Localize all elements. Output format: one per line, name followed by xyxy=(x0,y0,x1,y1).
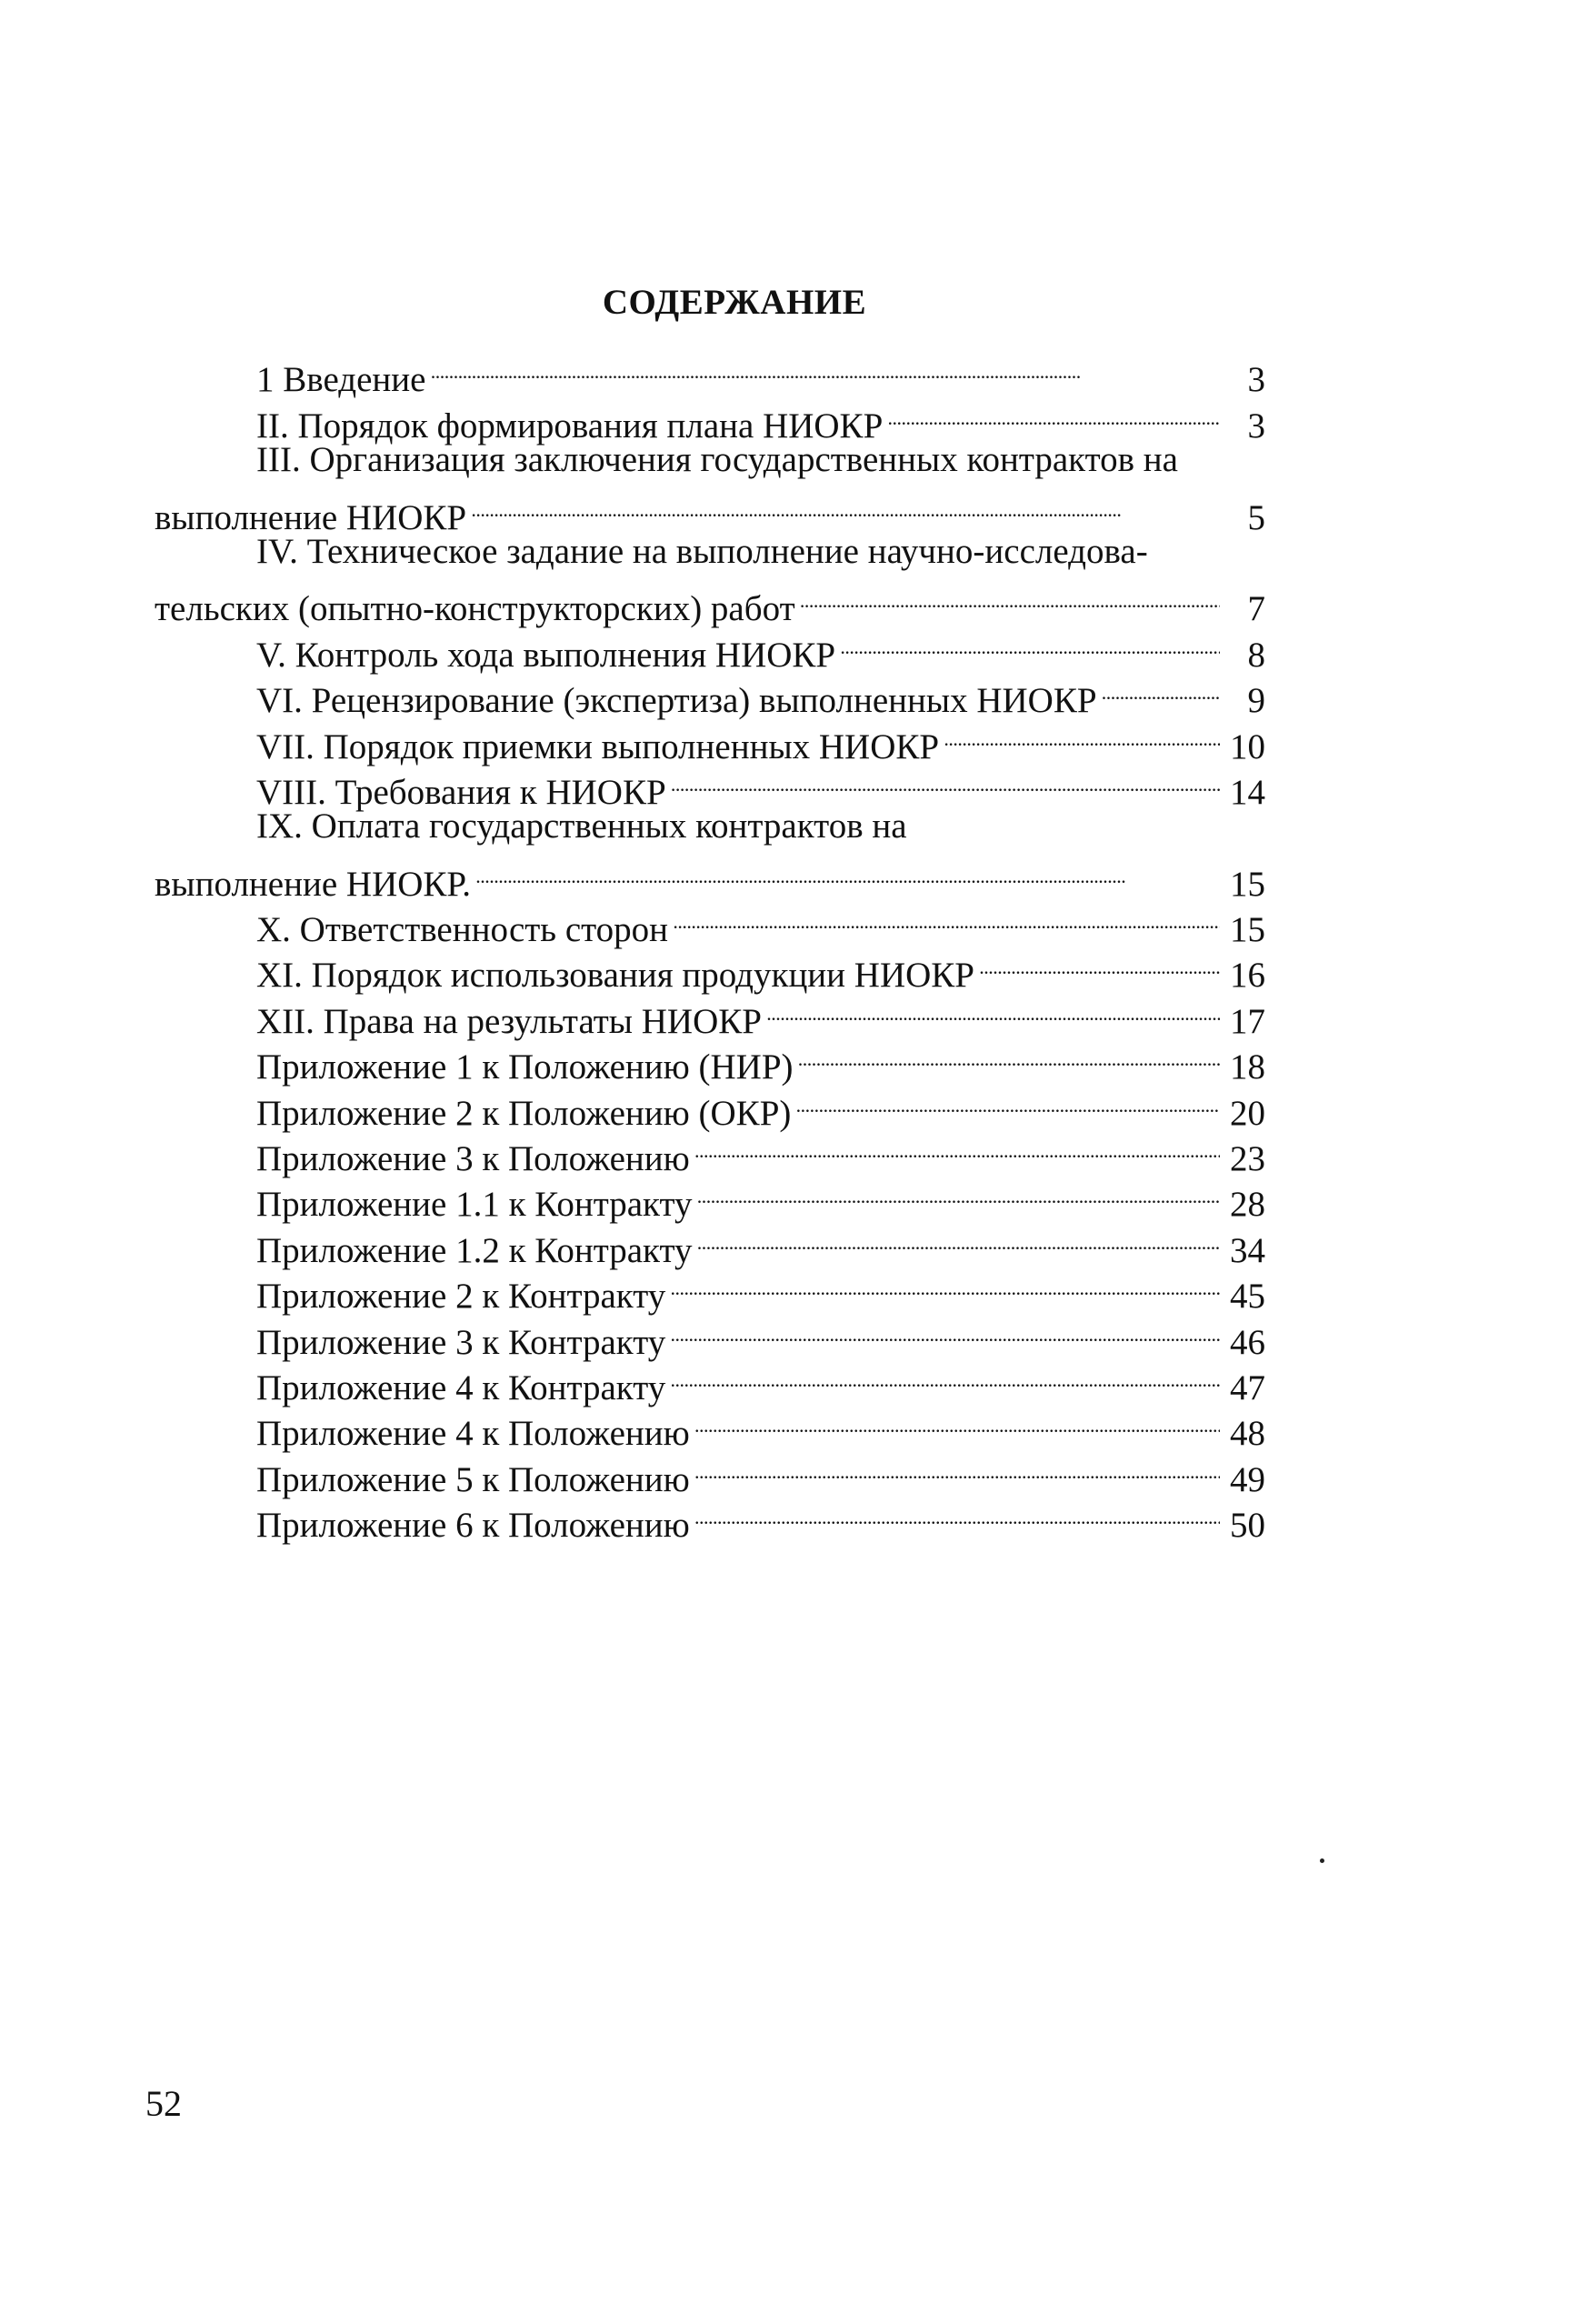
toc-entry-page: 50 xyxy=(1230,1506,1265,1546)
toc-entry-page: 7 xyxy=(1247,589,1265,629)
toc-entry-line xyxy=(155,666,1265,721)
toc-entry-page: 34 xyxy=(1230,1230,1265,1270)
toc-dot-leader xyxy=(695,1125,1220,1170)
toc-entry-line xyxy=(155,1033,1265,1087)
toc-entry-title: Приложение 5 к Положению xyxy=(256,1459,690,1499)
toc-entry-line xyxy=(155,849,1265,904)
toc-entry-page: 15 xyxy=(1230,910,1265,950)
toc-entry-title: 1 Введение xyxy=(256,360,426,400)
toc-entry-line xyxy=(155,391,1265,446)
toc-entry-page: 14 xyxy=(1230,772,1265,812)
toc-entry-title: Приложение 1.2 к Контракту xyxy=(256,1230,693,1270)
toc-entry-page: 49 xyxy=(1230,1459,1265,1499)
toc-entry-page: 5 xyxy=(1247,497,1265,537)
toc-entry-row xyxy=(256,437,1265,483)
toc-entry-title: VII. Порядок приемки выполненных НИОКР xyxy=(256,726,940,766)
toc-entry-title: XI. Порядок использования продукции НИОКР xyxy=(256,956,974,996)
toc-dot-leader xyxy=(1103,666,1220,712)
toc-entry-line xyxy=(155,1354,1265,1407)
toc-entry-line xyxy=(155,346,1265,400)
toc-entry-page: 8 xyxy=(1247,635,1265,675)
toc-entry-title: Приложение 2 к Контракту xyxy=(256,1277,666,1317)
toc-entry-page: 10 xyxy=(1230,726,1265,766)
stray-ink-dot xyxy=(1320,1858,1324,1863)
toc-entry-title: выполнение НИОКР. xyxy=(155,864,471,904)
toc-entry-page: 16 xyxy=(1230,956,1265,996)
toc-entry-line xyxy=(155,529,1265,575)
toc-dot-leader xyxy=(695,1399,1220,1445)
toc-dot-leader xyxy=(888,391,1220,436)
toc-entry-page: 46 xyxy=(1230,1322,1265,1362)
toc-dot-leader xyxy=(944,712,1220,757)
toc-dot-leader xyxy=(799,1033,1220,1078)
toc-entry-page: 15 xyxy=(1230,864,1265,904)
toc-entry-title: Приложение 3 к Положению xyxy=(256,1139,690,1179)
toc-dot-leader xyxy=(698,1216,1220,1261)
toc-entry-line xyxy=(155,804,1265,849)
toc-dot-leader xyxy=(698,1170,1220,1216)
toc-entry-page: 3 xyxy=(1247,360,1265,400)
toc-dot-leader xyxy=(796,1078,1220,1124)
toc-entry-line xyxy=(155,1307,1265,1362)
toc-dot-leader xyxy=(671,1354,1220,1399)
toc-entry-line xyxy=(155,896,1265,950)
toc-entry-line xyxy=(155,483,1265,537)
toc-entry-line xyxy=(155,1216,1265,1270)
toc-entry-line xyxy=(155,620,1265,675)
toc-entry-row xyxy=(256,804,1265,849)
toc-entry-line xyxy=(155,1445,1265,1499)
toc-dot-leader xyxy=(801,575,1220,620)
toc-entry-page: 28 xyxy=(1230,1185,1265,1225)
toc-dot-leader xyxy=(767,987,1220,1032)
toc-entry-line xyxy=(155,758,1265,812)
toc-entry-page: 23 xyxy=(1230,1139,1265,1179)
toc-entry-title: VIII. Требования к НИОКР xyxy=(256,772,666,812)
toc-dot-leader xyxy=(472,483,1220,528)
toc-entry-line xyxy=(155,1170,1265,1225)
toc-entry-title: Приложение 2 к Положению (ОКР) xyxy=(256,1093,792,1133)
toc-dot-leader xyxy=(671,1262,1220,1307)
toc-entry-line xyxy=(155,575,1265,629)
toc-entry-line xyxy=(155,987,1265,1041)
toc-entry-page: 48 xyxy=(1230,1414,1265,1454)
toc-entry-row xyxy=(256,529,1265,575)
toc-dot-leader xyxy=(476,849,1220,895)
toc-entry-title: выполнение НИОКР xyxy=(155,497,467,537)
toc-entry-line xyxy=(155,1125,1265,1179)
toc-entry-page: 18 xyxy=(1230,1047,1265,1087)
toc-entry-page: 20 xyxy=(1230,1093,1265,1133)
toc-entry-title: VI. Рецензирование (экспертиза) выполненных НИОКР xyxy=(256,681,1097,721)
toc-entry-line xyxy=(155,437,1265,483)
toc-entry-title: V. Контроль хода выполнения НИОКР xyxy=(256,635,836,675)
toc-entry-title: Приложение 1 к Положению (НИР) xyxy=(256,1047,794,1087)
toc-entry-title: Приложение 4 к Положению xyxy=(256,1414,690,1454)
toc-entry-title: Приложение 1.1 к Контракту xyxy=(256,1185,693,1225)
toc-entry-line xyxy=(155,1078,1265,1133)
toc-entry-page: 17 xyxy=(1230,1001,1265,1041)
toc-dot-leader xyxy=(672,758,1220,804)
toc-title: СОДЕРЖАНИЕ xyxy=(602,283,867,322)
toc-dot-leader xyxy=(841,620,1220,666)
toc-dot-leader xyxy=(695,1491,1220,1537)
toc-entry-page: 9 xyxy=(1247,681,1265,721)
toc-dot-leader xyxy=(671,1307,1220,1353)
toc-dot-leader xyxy=(980,941,1220,987)
toc-entry-line xyxy=(155,1491,1265,1546)
toc-entry-title: Приложение 6 к Положению xyxy=(256,1506,690,1546)
toc-dot-leader xyxy=(674,896,1220,941)
toc-entry-page: 3 xyxy=(1247,406,1265,446)
toc-entry-line xyxy=(155,1399,1265,1454)
toc-dot-leader xyxy=(695,1445,1220,1490)
toc-entry-line xyxy=(155,712,1265,766)
toc-entry-title: IX. Оплата государственных контрактов на xyxy=(256,806,907,846)
toc-entry-title: X. Ответственность сторон xyxy=(256,910,669,950)
toc-entry-title: XII. Права на результаты НИОКР xyxy=(256,1001,762,1041)
toc-entry-line xyxy=(155,941,1265,996)
toc-entry-line xyxy=(155,1262,1265,1317)
toc-entry-title: Приложение 3 к Контракту xyxy=(256,1322,666,1362)
toc-entry-page: 47 xyxy=(1230,1367,1265,1407)
toc-entry-title: III. Организация заключения государственных контрактов на xyxy=(256,439,1178,479)
table-of-contents xyxy=(155,346,1265,1546)
toc-dot-leader xyxy=(431,346,1220,391)
toc-entry-title: тельских (опытно-конструкторских) работ xyxy=(155,589,795,629)
toc-entry-title: II. Порядок формирования плана НИОКР xyxy=(256,406,884,446)
toc-entry-title: IV. Техническое задание на выполнение научно-исследова- xyxy=(256,531,1148,571)
toc-entry-page: 45 xyxy=(1230,1277,1265,1317)
toc-entry-title: Приложение 4 к Контракту xyxy=(256,1367,666,1407)
page-number: 52 xyxy=(145,2083,182,2124)
toc-entry-row xyxy=(256,1491,1265,1549)
